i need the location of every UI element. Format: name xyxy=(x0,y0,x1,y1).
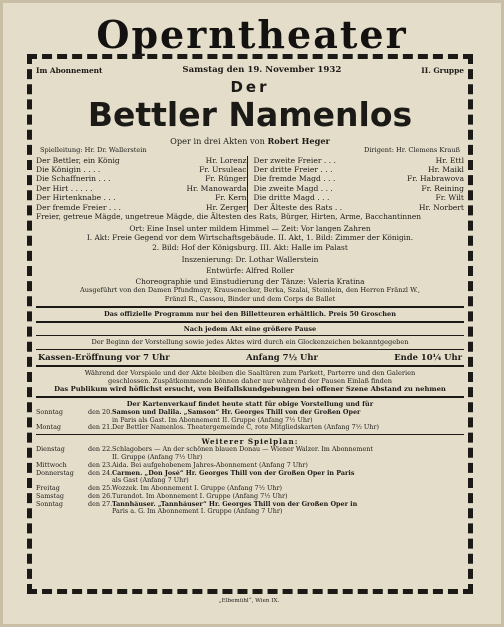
opera-title: Bettler Namenlos xyxy=(87,95,413,135)
role-name: Die fremde Magd . . . xyxy=(253,174,336,184)
schedule-presale xyxy=(36,409,464,432)
role-name: Der Älteste des Rats . . xyxy=(253,202,343,212)
schedule-text: Schlagobers — An der schönen blauen Donau — Wiener Walzer. Im Abonnement xyxy=(112,446,373,454)
conductor: Dirigent: Hr. Clemens Krauß xyxy=(364,146,460,155)
performer-name: Fr. Wilt xyxy=(435,193,464,203)
end-time: Ende 10¼ Uhr xyxy=(394,351,462,362)
cast-line xyxy=(254,156,465,165)
performer-name: Hr. Norbert xyxy=(418,202,464,212)
choreography-credit: Choreographie und Einstudierung der Tänze: Valeria Kratina xyxy=(135,277,365,287)
schedule-date: den 20. xyxy=(88,408,112,416)
act-line-1: I. Akt: Freie Gegend vor dem Wirtschaftsgebäude. II. Akt, 1. Bild: Zimmer der Königin. xyxy=(86,233,414,243)
schedule-date: den 21. xyxy=(88,424,112,432)
schedule-text: Paris a. G. Im Abonnement I. Gruppe (Anfang 7 Uhr) xyxy=(112,508,283,516)
role-name: Die dritte Magd . . . xyxy=(253,193,330,203)
theatre-title: Operntheater xyxy=(96,12,408,57)
schedule-day xyxy=(36,508,88,516)
schedule-date: den 22. xyxy=(88,446,112,454)
role-name: Die Königin . . . . xyxy=(36,165,101,175)
dancers-line-2: Fränzl R., Cassou, Binder und dem Corps de Ballet xyxy=(164,294,336,303)
performance-date: Samstag den 19. November 1932 xyxy=(182,65,342,75)
schedule-day: Freitag xyxy=(36,485,60,493)
performer-name: Fr. Ursuleac xyxy=(199,165,247,175)
cast-line xyxy=(36,184,247,193)
chorus-line: Freier, getreue Mägde, ungetreue Mägde, die Ältesten des Rats, Bürger, Hirten, Arme, Bacchantinnen xyxy=(36,212,421,222)
schedule-day: Sonntag xyxy=(36,408,63,416)
schedule-text: Carmen. „Don José“ Hr. Georges Thill von der Großen Oper in Paris xyxy=(112,469,355,477)
performer-name: Fr. Kern xyxy=(215,193,247,203)
role-name: Der Hirt . . . . . xyxy=(36,183,93,193)
subscription-label: Im Abonnement xyxy=(36,66,103,75)
schedule-day: Sonntag xyxy=(36,500,63,508)
pause-note: Nach jedem Akt eine größere Pause xyxy=(183,324,317,333)
direction-row xyxy=(36,146,464,154)
act-line-2: 2. Bild: Hof der Königsburg. III. Akt: Halle im Palast xyxy=(152,242,348,252)
cast-line xyxy=(36,193,247,202)
begin-note: Der Beginn der Vorstellung sowie jedes Aktes wird durch ein Glockenzeichen bekanntgegeben xyxy=(91,338,409,347)
schedule-date: den 26. xyxy=(88,492,112,500)
schedule-date: den 27. xyxy=(88,500,112,508)
cast-line xyxy=(36,203,247,212)
divider xyxy=(36,365,464,367)
role-name: Der Hirtenknabe . . . xyxy=(36,193,116,203)
staging-credit: Inszenierung: Dr. Lothar Wallerstein xyxy=(181,254,319,264)
stage-director: Spielleitung: Hr. Dr. Wallerstein xyxy=(40,146,147,155)
role-name: Der zweite Freier . . . xyxy=(253,155,336,165)
cast-line xyxy=(254,203,465,212)
schedule-further xyxy=(36,446,464,516)
schedule-text: Tannhäuser. „Tannhäuser“ Hr. Georges Thill von der Großen Oper in xyxy=(112,500,358,508)
divider xyxy=(36,321,464,323)
performer-name: Fr. Rünger xyxy=(205,174,247,184)
dancers-line-1: Ausgeführt von den Damen Pfundmayr, Krausenecker, Berka, Szalai, Steinlein, den Herren Fränzl W., xyxy=(80,286,420,295)
schedule-text: Der Bettler Namenlos. Theatergemeinde C, rote Mitgliedskarten (Anfang 7½ Uhr) xyxy=(112,424,379,432)
schedule-date xyxy=(88,477,112,485)
start-time: Anfang 7½ Uhr xyxy=(246,351,318,362)
role-name: Die zweite Magd . . . xyxy=(253,183,333,193)
schedule-text: Wozzek. Im Abonnement I. Gruppe (Anfang 7½ Uhr) xyxy=(112,485,283,493)
opera-subtitle-text: Oper in drei Akten von xyxy=(170,136,265,147)
role-name: Die Schaffnerin . . . xyxy=(36,174,111,184)
applause-notice: Das Publikum wird höflichst ersucht, von Beifallskundgebungen bei offener Szene Abstand zu nehmen xyxy=(54,385,446,394)
cast-line xyxy=(254,184,465,193)
cast-line xyxy=(36,156,247,165)
designs-credit: Entwürfe: Alfred Roller xyxy=(206,266,294,276)
opera-article: Der xyxy=(230,78,270,97)
divider xyxy=(36,434,464,435)
schedule-day: Montag xyxy=(36,424,61,432)
role-name: Der fremde Freier . . . xyxy=(36,202,121,212)
programme-note: Das offizielle Programm nur bei den Billetteuren erhältlich. Preis 50 Groschen xyxy=(104,310,396,319)
group-label: II. Gruppe xyxy=(421,66,464,75)
schedule-date: den 23. xyxy=(88,461,112,469)
cast-line xyxy=(254,165,465,174)
cast-line xyxy=(254,174,465,183)
schedule-date xyxy=(88,454,112,462)
printer-imprint: „Elbemühl“, Wien IX. xyxy=(218,598,280,604)
door-rule-line-1: Während der Vorspiele und der Akte bleiben die Saaltüren zum Parkett, Parterre und den Galerien xyxy=(84,368,416,377)
schedule-day: Dienstag xyxy=(36,446,65,454)
cast-line xyxy=(36,174,247,183)
schedule-day xyxy=(36,477,88,485)
schedule-text: Samson und Dalila. „Samson“ Hr. Georges Thill von der Großen Oper xyxy=(112,408,361,416)
divider xyxy=(36,349,464,350)
presale-note: Der Kartenverkauf findet heute statt für obige Vorstellung und für xyxy=(126,400,374,409)
role-name: Der dritte Freier . . . xyxy=(253,165,333,175)
performer-name: Hr. Lorenz xyxy=(205,155,247,165)
further-programme-heading: Weiterer Spielplan: xyxy=(201,437,299,447)
role-name: Der Bettler, ein König xyxy=(36,155,120,165)
cast-column-left xyxy=(36,156,247,212)
box-office-opening: Kassen-Eröffnung vor 7 Uhr xyxy=(38,351,170,362)
schedule-text: II. Gruppe (Anfang 7½ Uhr) xyxy=(112,453,203,461)
performer-name: Hr. Manowarda xyxy=(186,183,247,193)
performer-name: Fr. Reining xyxy=(421,183,464,193)
cast-list xyxy=(36,156,464,212)
schedule-text: in Paris als Gast. Im Abonnement II. Gruppe (Anfang 7½ Uhr) xyxy=(112,416,313,424)
door-rule-line-2: geschlossen. Zuspätkommende können daher nur während der Pausen Einlaß finden xyxy=(108,376,392,385)
schedule-day: Mittwoch xyxy=(36,461,67,469)
performer-name: Hr. Maikl xyxy=(427,165,464,175)
schedule-day xyxy=(36,417,88,425)
cast-column-right xyxy=(247,156,465,212)
schedule-day xyxy=(36,454,88,462)
cast-line xyxy=(254,193,465,202)
schedule-date: den 24. xyxy=(88,469,112,477)
meta-row xyxy=(36,66,464,75)
times-row xyxy=(36,352,464,363)
performer-name: Hr. Ettl xyxy=(435,155,464,165)
schedule-date: den 25. xyxy=(88,485,112,493)
performer-name: Fr. Habrawova xyxy=(407,174,464,184)
cast-line xyxy=(36,165,247,174)
playbill-content xyxy=(36,63,464,585)
schedule-date xyxy=(88,417,112,425)
divider xyxy=(36,396,464,398)
divider xyxy=(36,335,464,336)
schedule-date xyxy=(88,508,112,516)
opera-subtitle xyxy=(36,136,464,146)
place-and-time: Ort: Eine Insel unter mildem Himmel — Zeit: Vor langen Zahren xyxy=(129,224,371,234)
divider xyxy=(36,306,464,308)
performer-name: Hr. Zerger xyxy=(205,202,247,212)
schedule-day: Samstag xyxy=(36,492,64,500)
schedule-text: Aida. Bei aufgehobenem Jahres-Abonnement (Anfang 7 Uhr) xyxy=(112,461,308,469)
schedule-day: Donnerstag xyxy=(36,469,74,477)
schedule-text: Turandot. Im Abonnement I. Gruppe (Anfang 7½ Uhr) xyxy=(112,492,288,500)
schedule-text: als Gast (Anfang 7 Uhr) xyxy=(112,477,189,485)
composer-name: Robert Heger xyxy=(267,136,330,147)
